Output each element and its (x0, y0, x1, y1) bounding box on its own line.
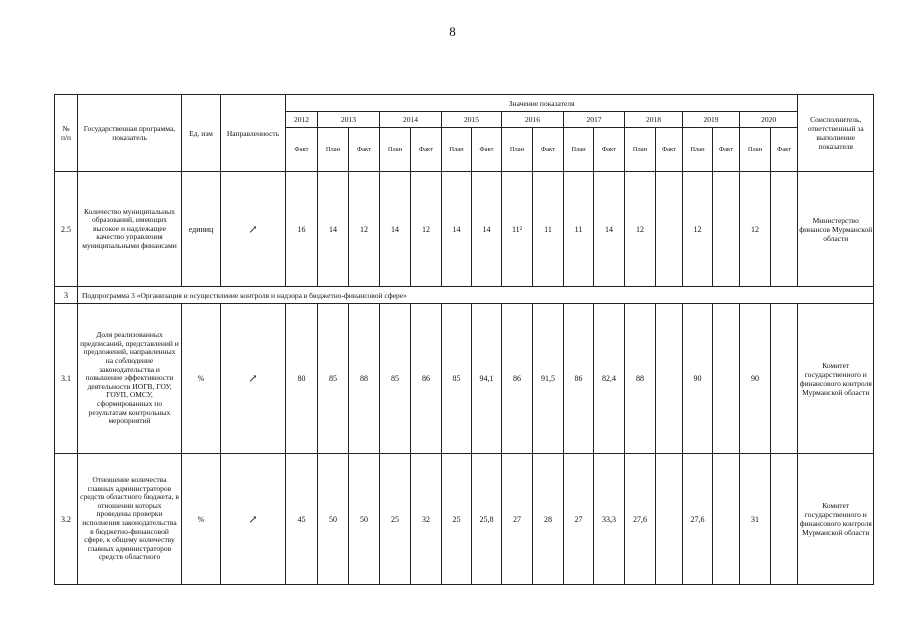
value-cell (771, 454, 798, 585)
value-cell (656, 304, 683, 454)
subprogram-title: Подпрограмма 3 «Организация и осуществление контроля и надзора в бюджетно-финансовой сфере» (78, 287, 874, 304)
subcol: Факт (286, 128, 318, 172)
subcol: План (502, 128, 533, 172)
page-number: 8 (449, 24, 456, 39)
value-cell: 90 (740, 304, 771, 454)
value-cell: 91,5 (533, 304, 564, 454)
value-cell (656, 454, 683, 585)
subcol: План (318, 128, 349, 172)
subcol: План (740, 128, 771, 172)
value-cell: 14 (472, 172, 502, 287)
value-cell: 14 (594, 172, 625, 287)
row-executor: Комитет государственного и финансового контроля Мурманской области (798, 304, 874, 454)
subcol: План (564, 128, 594, 172)
row-num: 3.1 (55, 304, 78, 454)
value-cell (713, 454, 740, 585)
table-row (55, 172, 874, 287)
year-2016: 2016 (502, 112, 564, 128)
direction-arrow-icon: ↗ (221, 172, 286, 287)
value-cell: 86 (502, 304, 533, 454)
subcol: План (683, 128, 713, 172)
value-cell: 14 (380, 172, 411, 287)
year-2014: 2014 (380, 112, 442, 128)
table-row (55, 304, 874, 454)
value-cell (771, 172, 798, 287)
value-cell: 27,6 (625, 454, 656, 585)
subcol: План (442, 128, 472, 172)
value-cell: 80 (286, 304, 318, 454)
row-num: 2.5 (55, 172, 78, 287)
row-name: Количество муниципальных образований, имеющих высокое и надлежащее качество управления муниципальными финансами (78, 172, 182, 287)
value-cell: 88 (625, 304, 656, 454)
subcol: План (380, 128, 411, 172)
header-program: Государственная программа, показатель (78, 95, 182, 172)
value-cell: 27 (564, 454, 594, 585)
header-direction: Направленность (221, 95, 286, 172)
value-cell: 11 (564, 172, 594, 287)
value-cell: 12 (740, 172, 771, 287)
value-cell: 11² (502, 172, 533, 287)
year-2019: 2019 (683, 112, 740, 128)
row-executor: Комитет государственного и финансового контроля Мурманской области (798, 454, 874, 585)
header-num: № п/п (55, 95, 78, 172)
year-2017: 2017 (564, 112, 625, 128)
value-cell: 14 (442, 172, 472, 287)
value-cell: 50 (349, 454, 380, 585)
value-cell: 90 (683, 304, 713, 454)
value-cell: 27,6 (683, 454, 713, 585)
value-cell: 31 (740, 454, 771, 585)
year-2012: 2012 (286, 112, 318, 128)
direction-arrow-icon: ↗ (221, 304, 286, 454)
row-executor: Министерство финансов Мурманской области (798, 172, 874, 287)
year-2020: 2020 (740, 112, 798, 128)
value-cell (656, 172, 683, 287)
row-unit: единиц (182, 172, 221, 287)
value-cell: 16 (286, 172, 318, 287)
value-cell: 86 (564, 304, 594, 454)
year-2018: 2018 (625, 112, 683, 128)
row-num: 3.2 (55, 454, 78, 585)
value-cell (713, 172, 740, 287)
value-cell: 25 (442, 454, 472, 585)
value-cell: 85 (442, 304, 472, 454)
value-cell: 86 (411, 304, 442, 454)
header-executor: Соисполнитель, ответственный за выполнение показателя (798, 95, 874, 172)
subcol: План (625, 128, 656, 172)
subcol: Факт (771, 128, 798, 172)
value-cell: 12 (683, 172, 713, 287)
row-name: Доля реализованных предписаний, представлений и предложений, направленных на соблюдение законодательства и повышение эффективности деятельности ИОГВ, ГОУ, ГОУП, ОМСУ, сформированных по результатам контрольных мероприятий (78, 304, 182, 454)
year-2015: 2015 (442, 112, 502, 128)
row-unit: % (182, 454, 221, 585)
value-cell: 82,4 (594, 304, 625, 454)
value-cell: 94,1 (472, 304, 502, 454)
header-value: Значение показателя (286, 95, 798, 112)
row-unit: % (182, 304, 221, 454)
header-unit: Ед. изм (182, 95, 221, 172)
value-cell: 32 (411, 454, 442, 585)
subprogram-row (55, 287, 874, 304)
value-cell: 88 (349, 304, 380, 454)
subprogram-num: 3 (55, 287, 78, 304)
table-row (55, 454, 874, 585)
indicator-table (54, 94, 874, 585)
subcol: Факт (656, 128, 683, 172)
value-cell: 11 (533, 172, 564, 287)
subcol: Факт (594, 128, 625, 172)
value-cell: 12 (411, 172, 442, 287)
value-cell: 27 (502, 454, 533, 585)
value-cell: 85 (380, 304, 411, 454)
subcol: Факт (713, 128, 740, 172)
value-cell: 12 (349, 172, 380, 287)
direction-arrow-icon: ↗ (221, 454, 286, 585)
value-cell: 14 (318, 172, 349, 287)
subcol: Факт (533, 128, 564, 172)
row-name: Отношение количества главных администраторов средств областного бюджета, в отношении которых проведены проверки исполнения законодательства в бюджетно-финансовой сфере, к общему количеству главных администраторов средств областного (78, 454, 182, 585)
value-cell: 45 (286, 454, 318, 585)
value-cell: 28 (533, 454, 564, 585)
value-cell: 12 (625, 172, 656, 287)
value-cell: 85 (318, 304, 349, 454)
value-cell: 50 (318, 454, 349, 585)
year-2013: 2013 (318, 112, 380, 128)
subcol: Факт (472, 128, 502, 172)
subcol: Факт (349, 128, 380, 172)
subcol: Факт (411, 128, 442, 172)
value-cell: 33,3 (594, 454, 625, 585)
value-cell: 25,8 (472, 454, 502, 585)
value-cell: 25 (380, 454, 411, 585)
value-cell (771, 304, 798, 454)
value-cell (713, 304, 740, 454)
